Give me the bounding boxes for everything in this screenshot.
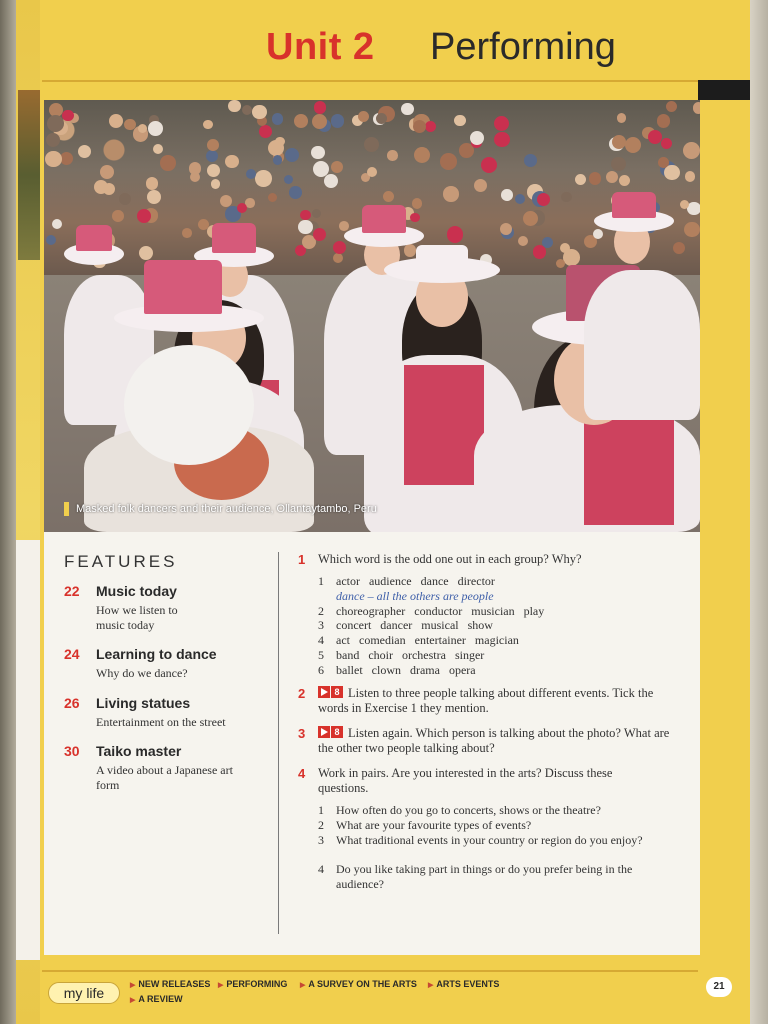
- word-group: [318, 574, 688, 589]
- crowd-person: [693, 102, 700, 113]
- feature-item: [64, 743, 269, 793]
- word-group: [318, 663, 688, 678]
- crowd-person: [617, 113, 627, 123]
- group-words: act comedian entertainer magician: [336, 633, 519, 648]
- question-row: [318, 833, 688, 863]
- footer-link[interactable]: ▶ ARTS EVENTS: [428, 979, 499, 989]
- question-number: 1: [318, 803, 324, 817]
- feature-page-number: 30: [64, 743, 80, 759]
- footer-link[interactable]: ▶ PERFORMING: [218, 979, 287, 989]
- group-number: 1: [318, 574, 324, 588]
- group-number: 5: [318, 647, 324, 662]
- exercise-instruction: Work in pairs. Are you interested in the arts? Discuss these questions.: [318, 766, 613, 795]
- word-group: [318, 648, 688, 663]
- crowd-person: [298, 220, 312, 234]
- crowd-person: [189, 162, 201, 174]
- crowd-person: [500, 223, 512, 235]
- audio-track-icon[interactable]: [318, 726, 344, 738]
- footer-link[interactable]: ▶ A REVIEW: [130, 994, 183, 1004]
- crowd-person: [657, 114, 670, 127]
- word-group: [318, 604, 688, 619]
- crowd-person: [137, 209, 151, 223]
- crowd-person: [220, 195, 232, 207]
- feature-page-number: 24: [64, 646, 80, 662]
- crowd-person: [228, 100, 240, 112]
- crowd-person: [207, 164, 220, 177]
- footer-link[interactable]: ▶ NEW RELEASES: [130, 979, 210, 989]
- word-group: [318, 618, 688, 633]
- crowd-person: [237, 203, 247, 213]
- exercise-number: 2: [298, 686, 306, 701]
- page-tab-marker: [698, 80, 750, 100]
- crowd-person: [324, 174, 338, 188]
- unit-name: Performing: [430, 26, 616, 68]
- crowd-person: [255, 170, 272, 187]
- crowd-person: [294, 114, 308, 128]
- features-heading: FEATURES: [64, 552, 178, 571]
- crowd-person: [272, 113, 284, 125]
- crowd-person: [524, 154, 537, 167]
- exercise-number: 4: [298, 766, 306, 781]
- feature-title: Taiko master: [96, 743, 182, 759]
- exercise-2: [298, 686, 688, 720]
- feature-description: Why do we dance?: [96, 666, 188, 680]
- crowd-person: [358, 111, 369, 122]
- hero-photo: [44, 100, 700, 532]
- crowd-person: [523, 211, 538, 226]
- question-number: 2: [318, 817, 324, 832]
- feature-description: Entertainment on the street: [96, 715, 226, 729]
- exercise-instruction: [318, 726, 683, 756]
- feature-description: A video about a Japanese art form: [96, 763, 233, 792]
- group-number: 2: [318, 603, 324, 618]
- crowd-person: [563, 249, 580, 266]
- question-text: Do you like taking part in things or do you prefer being in the audience?: [336, 862, 633, 891]
- content-panel: [44, 532, 700, 955]
- crowd-person: [103, 183, 115, 195]
- crowd-person: [447, 226, 463, 242]
- crowd-person: [658, 157, 669, 168]
- crowd-person: [494, 132, 509, 147]
- crowd-person: [268, 140, 284, 156]
- dancer-figure: [584, 200, 700, 420]
- crowd-person: [414, 147, 430, 163]
- exercise-3: [298, 726, 688, 760]
- caption-marker: [64, 502, 69, 516]
- question-text: What traditional events in your country or region do you enjoy?: [336, 832, 643, 847]
- photo-caption: Masked folk dancers and their audience, Ollantaytambo, Peru: [76, 503, 377, 515]
- crowd-person: [533, 245, 547, 259]
- crowd-person: [78, 145, 91, 158]
- feature-item: [64, 583, 269, 633]
- question-row: [318, 862, 688, 892]
- crowd-person: [661, 138, 672, 149]
- exercise-4: [298, 766, 688, 896]
- crowd-person: [440, 153, 457, 170]
- exercise-instruction: Which word is the odd one out in each group? Why?: [318, 552, 582, 566]
- group-words: actor audience dance director: [336, 574, 495, 588]
- discussion-questions: [318, 803, 688, 892]
- crowd-person: [45, 151, 62, 168]
- feature-title: Learning to dance: [96, 646, 217, 662]
- crowd-person: [100, 165, 114, 179]
- group-words: concert dancer musical show: [336, 618, 493, 633]
- group-words: choreographer conductor musician play: [336, 603, 545, 618]
- group-words: ballet clown drama opera: [336, 662, 476, 677]
- crowd-person: [311, 146, 325, 160]
- answer-row: [318, 589, 688, 604]
- footer-divider: [42, 970, 698, 972]
- crowd-person: [470, 131, 484, 145]
- title-divider: [42, 80, 698, 82]
- crowd-person: [119, 193, 131, 205]
- crowd-person: [112, 210, 124, 222]
- feature-page-number: 22: [64, 583, 80, 599]
- crowd-person: [387, 150, 398, 161]
- audio-track-number: 8: [331, 686, 343, 698]
- audio-track-icon[interactable]: [318, 686, 344, 698]
- group-number: 6: [318, 662, 324, 677]
- crowd-person: [246, 169, 256, 179]
- crowd-person: [225, 155, 238, 168]
- group-number: 4: [318, 633, 324, 648]
- group-number: 3: [318, 618, 324, 633]
- question-text: How often do you go to concerts, shows or the theatre?: [336, 803, 601, 817]
- footer-link[interactable]: ▶ A SURVEY ON THE ARTS: [300, 979, 417, 989]
- crowd-person: [425, 121, 436, 132]
- feature-title: Living statues: [96, 695, 191, 711]
- crowd-person: [300, 210, 311, 221]
- crowd-person: [124, 119, 135, 130]
- exercise-number: 1: [298, 552, 306, 567]
- crowd-person: [46, 133, 60, 147]
- crowd-person: [147, 190, 161, 204]
- crowd-person: [289, 186, 302, 199]
- exercise-1: [298, 552, 688, 682]
- crowd-person: [685, 171, 695, 181]
- exercise-number: 3: [298, 726, 306, 741]
- crowd-person: [515, 194, 525, 204]
- feature-title: Music today: [96, 583, 177, 599]
- feature-page-number: 26: [64, 695, 80, 711]
- crowd-person: [207, 139, 219, 151]
- unit-title: [230, 26, 700, 76]
- crowd-person: [454, 115, 466, 127]
- audio-track-number: 8: [331, 726, 343, 738]
- crowd-person: [259, 125, 272, 138]
- feature-item: [64, 695, 269, 735]
- crowd-person: [252, 105, 267, 120]
- crowd-person: [666, 101, 677, 112]
- crowd-person: [611, 157, 626, 172]
- my-life-logo: my life: [48, 982, 120, 1004]
- crowd-person: [109, 114, 123, 128]
- feature-item: [64, 646, 269, 686]
- word-groups: [318, 574, 688, 678]
- crowd-person: [285, 148, 299, 162]
- crowd-person: [443, 186, 459, 202]
- crowd-person: [160, 155, 176, 171]
- crowd-person: [203, 120, 212, 129]
- question-text: What are your favourite types of events?: [336, 817, 532, 832]
- feature-description: How we listen to music today: [96, 603, 178, 632]
- exercise-text: Listen to three people talking about different events. Tick the words in Exercise 1 they mention.: [318, 686, 654, 715]
- question-number: 4: [318, 862, 324, 877]
- unit-number: Unit 2: [266, 26, 375, 68]
- word-group: [318, 633, 688, 648]
- exercise-text: Listen again. Which person is talking about the photo? What are the other two people talking about?: [318, 726, 670, 755]
- crowd-person: [273, 155, 282, 164]
- exercise-instruction: [318, 686, 683, 716]
- crowd-person: [589, 172, 602, 185]
- example-answer: dance – all the others are people: [336, 588, 494, 603]
- crowd-person: [401, 103, 414, 116]
- previous-page-text-area: [16, 540, 42, 960]
- page-number: 21: [706, 977, 732, 997]
- question-number: 3: [318, 832, 324, 847]
- crowd-person: [619, 175, 630, 186]
- crowd-person: [364, 137, 379, 152]
- crowd-person: [268, 193, 277, 202]
- crowd-person: [62, 110, 74, 122]
- next-page-edge: [750, 0, 768, 1024]
- question-row: [318, 803, 688, 818]
- crowd-person: [367, 167, 377, 177]
- question-row: [318, 818, 688, 833]
- column-divider: [278, 552, 279, 934]
- crowd-person: [561, 192, 571, 202]
- group-words: band choir orchestra singer: [336, 647, 485, 662]
